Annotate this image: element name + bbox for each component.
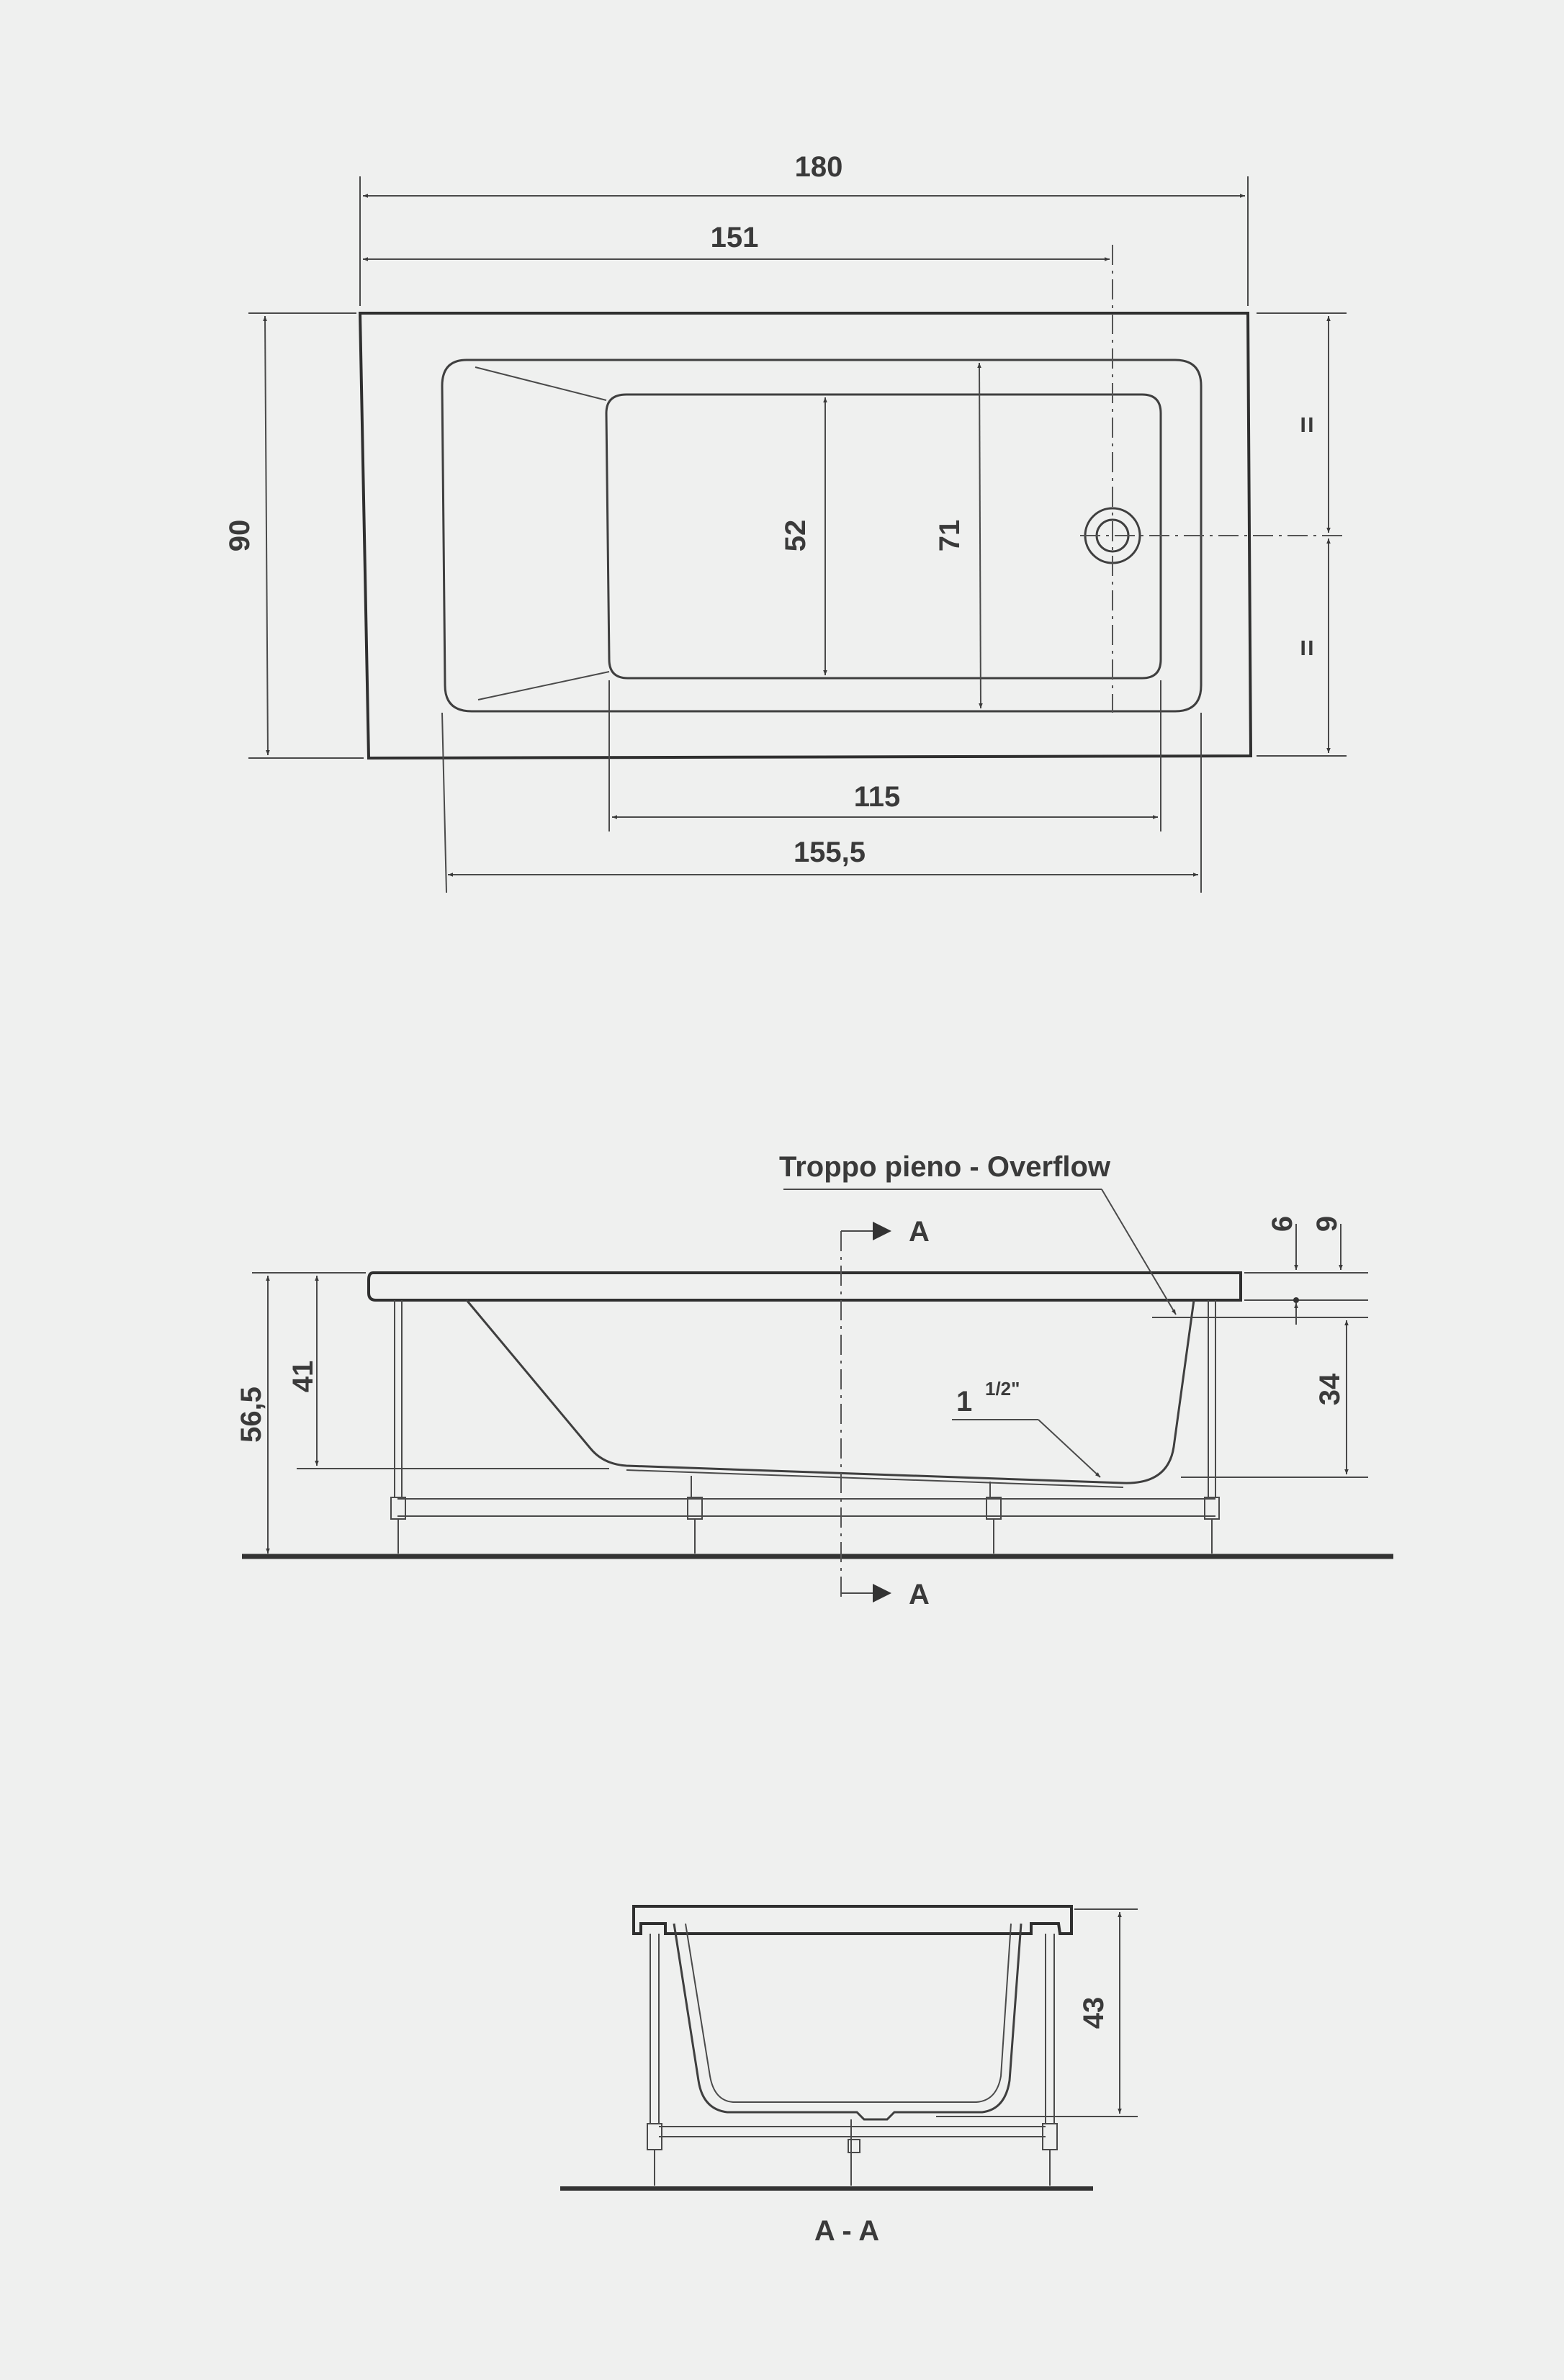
section-view xyxy=(560,1906,1138,2247)
dim-half-mark-top: = xyxy=(1291,416,1323,433)
dim-drain-offset: 151 xyxy=(710,222,759,253)
dim-line-71 xyxy=(979,363,981,708)
dim-tub-depth: 41 xyxy=(287,1360,319,1393)
plan-view xyxy=(224,151,1347,893)
dim-overall-height: 56,5 xyxy=(235,1387,267,1443)
dim-rim-to-overflow-b: 9 xyxy=(1311,1215,1343,1232)
section-bowl-outer xyxy=(674,1924,1021,2119)
dim-rim-to-overflow-a: 6 xyxy=(1267,1215,1298,1232)
side-view xyxy=(235,1151,1393,1610)
dim-overall-width: 90 xyxy=(224,519,256,552)
section-rim xyxy=(634,1906,1071,1934)
section-arrow-bottom xyxy=(873,1584,891,1603)
plan-floor xyxy=(606,395,1161,678)
section-marker-bottom: A xyxy=(909,1579,930,1610)
dim-half-mark-bottom: = xyxy=(1291,639,1323,657)
section-legs xyxy=(647,1934,1057,2186)
dim-floor-width: 52 xyxy=(780,519,812,552)
dim-inner-width: 71 xyxy=(934,519,966,552)
plan-backrest-line-top xyxy=(475,367,606,400)
section-title: A - A xyxy=(814,2215,880,2247)
section-marker-top: A xyxy=(909,1216,930,1248)
plan-backrest-line-bottom xyxy=(478,672,609,700)
dim-section-depth: 43 xyxy=(1078,1996,1110,2029)
side-bowl xyxy=(467,1300,1194,1483)
dim-overall-length: 180 xyxy=(794,151,843,183)
drain-size-main: 1 xyxy=(956,1386,973,1417)
overflow-label: Troppo pieno - Overflow xyxy=(779,1151,1110,1183)
section-bowl-inner xyxy=(686,1924,1011,2102)
dim-line-90 xyxy=(265,316,268,755)
section-arrow-top xyxy=(873,1222,891,1240)
dim-overflow-depth: 34 xyxy=(1314,1373,1346,1406)
dim-floor-length: 115 xyxy=(853,781,901,813)
side-rim xyxy=(369,1273,1241,1300)
drain-size-fraction: 1/2" xyxy=(985,1378,1020,1399)
dim-inner-length: 155,5 xyxy=(793,837,866,868)
